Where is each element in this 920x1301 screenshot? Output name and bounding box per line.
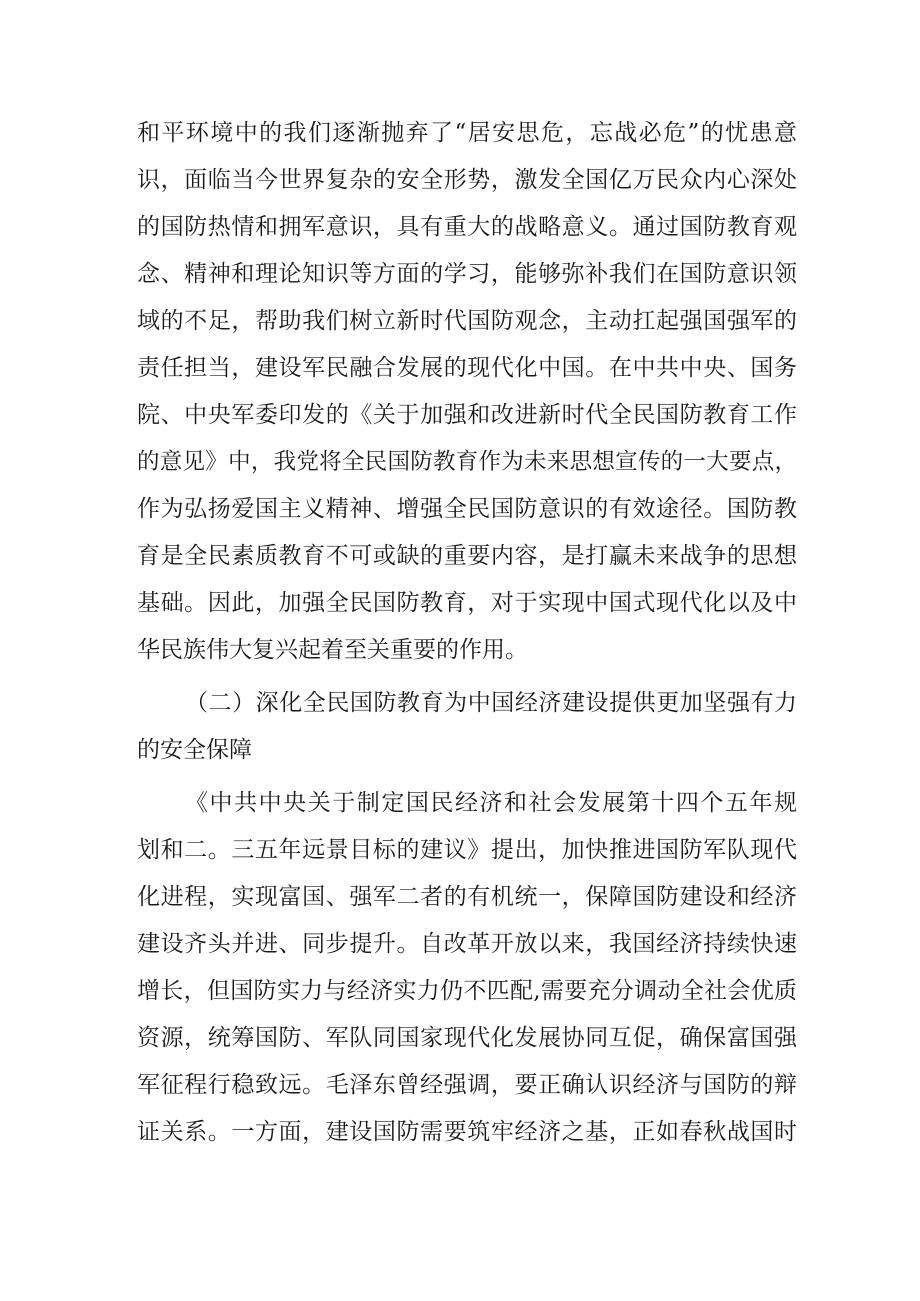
body-line: 院、中央军委印发的《关于加强和改进新时代全民国防教育工作 bbox=[137, 402, 797, 428]
body-line: 念、精神和理论知识等方面的学习，能够弥补我们在国防意识领 bbox=[137, 261, 797, 287]
body-line: 基础。因此，加强全民国防教育，对于实现中国式现代化以及中 bbox=[137, 590, 797, 616]
body-line: 军征程行稳致远。毛泽东曾经强调，要正确认识经济与国防的辩 bbox=[137, 1072, 797, 1098]
body-line: 识，面临当今世界复杂的安全形势，激发全国亿万民众内心深处 bbox=[137, 167, 797, 193]
body-line: 增长，但国防实力与经济实力仍不匹配,需要充分调动全社会优质 bbox=[137, 978, 797, 1004]
body-line: 划和二。三五年远景目标的建议》提出，加快推进国防军队现代 bbox=[137, 837, 797, 863]
body-line: 和平环境中的我们逐渐抛弃了“居安思危，忘战必危”的忧患意 bbox=[137, 120, 797, 146]
section-heading-line: 的安全保障 bbox=[137, 737, 252, 763]
body-line: 的意见》中，我党将全民国防教育作为未来思想宣传的一大要点， bbox=[137, 449, 797, 475]
body-line: 域的不足，帮助我们树立新时代国防观念，主动扛起强国强军的 bbox=[137, 308, 797, 334]
body-line: 资源，统筹国防、军队同国家现代化发展协同互促，确保富国强 bbox=[137, 1025, 797, 1051]
body-line: 《中共中央关于制定国民经济和社会发展第十四个五年规 bbox=[185, 790, 797, 816]
body-line: 建设齐头并进、同步提升。自改革开放以来，我国经济持续快速 bbox=[137, 931, 797, 957]
body-line: 证关系。一方面，建设国防需要筑牢经济之基，正如春秋战国时 bbox=[137, 1119, 797, 1145]
body-line: 责任担当，建设军民融合发展的现代化中国。在中共中央、国务 bbox=[137, 355, 797, 381]
body-line: 作为弘扬爱国主义精神、增强全民国防意识的有效途径。国防教 bbox=[137, 496, 797, 522]
section-heading-line: （二）深化全民国防教育为中国经济建设提供更加坚强有力 bbox=[185, 690, 797, 716]
body-line: 育是全民素质教育不可或缺的重要内容，是打赢未来战争的思想 bbox=[137, 543, 797, 569]
body-line: 华民族伟大复兴起着至关重要的作用。 bbox=[137, 637, 528, 663]
body-line: 化进程，实现富国、强军二者的有机统一，保障国防建设和经济 bbox=[137, 884, 797, 910]
body-line: 的国防热情和拥军意识，具有重大的战略意义。通过国防教育观 bbox=[137, 214, 797, 240]
